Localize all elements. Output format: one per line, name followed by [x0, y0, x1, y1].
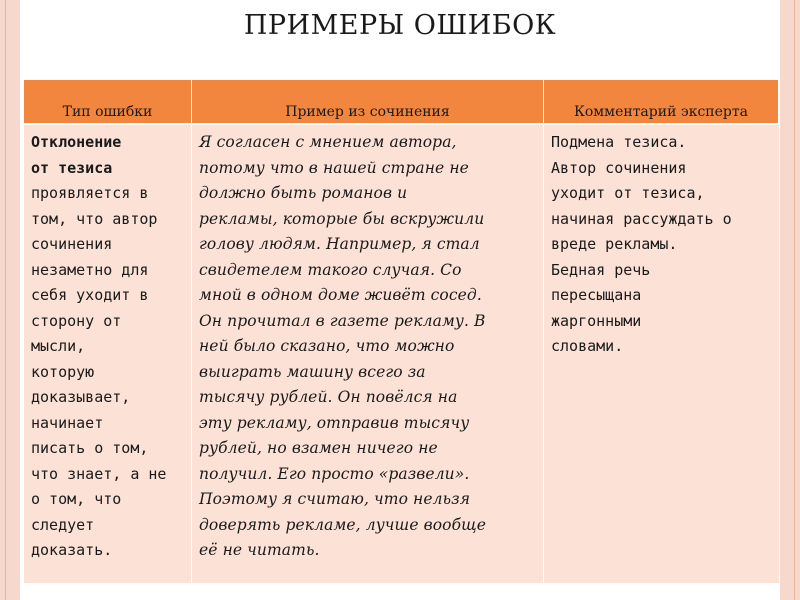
left-decorative-bar — [0, 0, 20, 600]
slide-title: ПРИМЕРЫ ОШИБОК — [243, 10, 557, 41]
error-type-line: о том, что — [31, 490, 122, 508]
example-line: Поэтому я считаю, что нельзя — [199, 490, 471, 508]
example-line: должно быть романов и — [199, 184, 408, 202]
example-line: потому что в нашей стране не — [199, 158, 469, 177]
error-type-title-line: от тезиса — [31, 158, 113, 177]
error-type-line: доказать. — [31, 541, 113, 559]
example-line: мной в одном доме живёт сосед. — [199, 286, 482, 304]
example-line: рекламы, которые бы вскружили — [199, 209, 485, 228]
comment-line: вреде рекламы. — [551, 235, 678, 253]
error-type-line: что знает, а не — [31, 464, 167, 483]
error-type-line: проявляется в — [31, 184, 149, 202]
comment-line: уходит от тезиса, — [551, 184, 705, 202]
comment-line: начиная рассуждать о — [551, 209, 732, 228]
example-line: выиграть машину всего за — [199, 362, 426, 381]
error-type-line: сторону от — [31, 311, 122, 330]
comment-line: Автор сочинения — [551, 158, 687, 177]
error-type-line: том, что автор — [31, 209, 158, 228]
error-type-line: мысли, — [31, 337, 86, 355]
error-type-line: начинает — [31, 413, 104, 432]
comment-line: словами. — [551, 337, 624, 355]
comment-line: Бедная речь — [551, 260, 651, 279]
example-line: эту рекламу, отправив тысячу — [199, 413, 470, 432]
header-expert-comment: Комментарий эксперта — [544, 80, 779, 123]
cell-expert-comment — [544, 123, 779, 583]
errors-table — [24, 80, 779, 583]
example-line: ней было сказано, что можно — [199, 337, 455, 355]
example-line: доверять рекламе, лучше вообще — [199, 515, 487, 534]
right-decorative-bar — [780, 0, 800, 600]
error-type-line: писать о том, — [31, 439, 149, 457]
error-type-line: незаметно для — [31, 260, 149, 279]
error-type-line: сочинения — [31, 235, 113, 253]
example-line: Я согласен с мнением автора, — [199, 133, 457, 151]
error-type-line: следует — [31, 515, 95, 534]
example-line: рублей, но взамен ничего не — [199, 439, 438, 457]
error-type-title-line: Отклонение — [31, 133, 122, 151]
header-essay-example: Пример из сочинения — [192, 80, 544, 123]
example-line: Он прочитал в газете рекламу. В — [199, 311, 486, 330]
comment-line: Подмена тезиса. — [551, 133, 687, 151]
error-type-line: доказывает, — [31, 388, 131, 406]
example-line: тысячу рублей. Он повёлся на — [199, 388, 458, 406]
right-bar-line — [794, 0, 795, 600]
example-line: свидетелем такого случая. Со — [199, 260, 462, 279]
left-bar-line — [5, 0, 6, 600]
header-error-type: Тип ошибки — [24, 80, 192, 123]
comment-line: пересыщана — [551, 286, 642, 304]
cell-essay-example — [192, 123, 544, 583]
error-type-line: себя уходит в — [31, 286, 149, 304]
example-line: её не читать. — [199, 541, 320, 559]
example-line: получил. Его просто «развели». — [199, 464, 470, 483]
cell-error-type — [24, 123, 192, 583]
error-type-line: которую — [31, 362, 95, 381]
comment-line: жаргонными — [551, 311, 642, 330]
example-line: голову людям. Например, я стал — [199, 235, 480, 253]
